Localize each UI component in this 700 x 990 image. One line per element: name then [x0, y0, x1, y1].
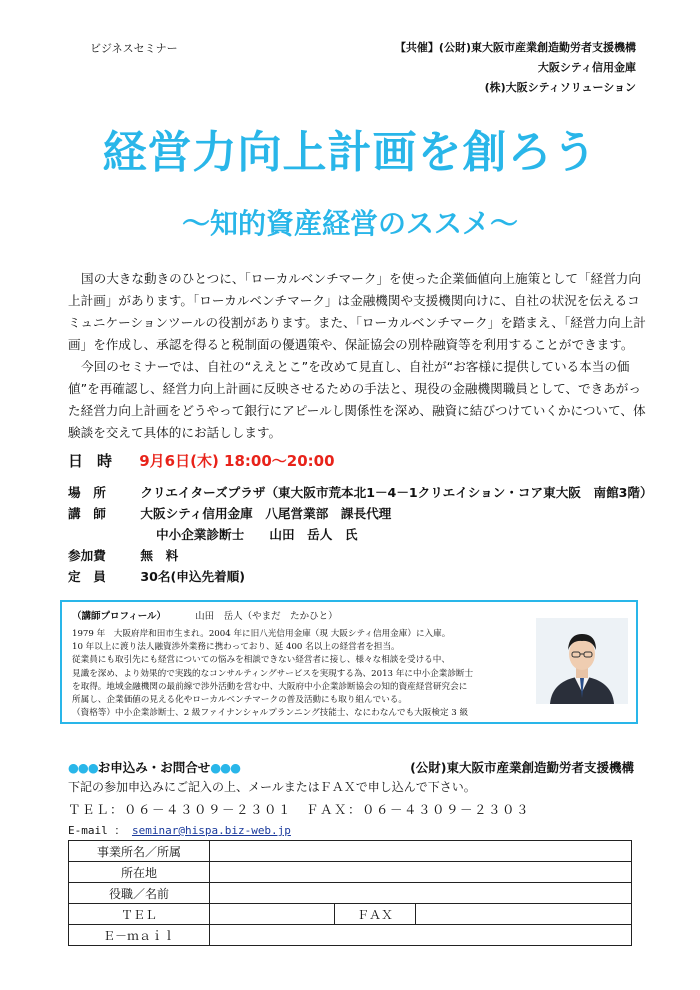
address-label: 所在地 [69, 862, 210, 883]
capacity-value: 30名(申込先着順) [140, 569, 245, 584]
seminar-tag: ビジネスセミナー [90, 42, 178, 55]
speaker-name: 中小企業診断士 山田 岳人 氏 [156, 527, 358, 542]
profile-text [72, 628, 512, 720]
email-label: E-mail ： [68, 824, 126, 837]
bullet-dots: ●●● [210, 760, 240, 775]
fee-row [68, 545, 653, 566]
phone-fax-line: ＴＥＬ：０６－４３０９－２３０１ ＦＡＸ：０６－４３０９－２３０３ [68, 802, 531, 817]
company-label: 事業所名／所属 [69, 841, 210, 862]
event-details [68, 482, 653, 587]
contact-instructions: 下記の参加申込みにご記入の上、メールまたはＦＡＸで申し込んで下さい。 [68, 780, 476, 794]
profile-line: 従業員にも取引先にも経営についての悩みを相談できない経営者に接し、様々な相談を受ける中、 [72, 655, 450, 666]
date-label: 日時 [68, 452, 127, 470]
co-hosts [395, 38, 636, 98]
speaker-photo [536, 618, 628, 704]
speaker-row [68, 503, 653, 524]
profile-heading: （講師プロフィール） [72, 611, 167, 622]
venue-row [68, 482, 653, 503]
application-form [68, 840, 632, 946]
page-subtitle: ～知的資産経営のススメ～ [181, 207, 518, 240]
venue-value: クリエイターズプラザ（東大阪市荒本北1－4－1クリエイション・コア東大阪 南館3階） [140, 485, 653, 500]
event-date [68, 450, 335, 471]
profile-line: 所属し、企業価値の見える化やローカルベンチマークの普及活動にも取り組んでいる。 [72, 695, 407, 706]
speaker-label: 講 師 [68, 506, 106, 521]
title-name-field[interactable] [210, 883, 632, 904]
fee-value: 無 料 [140, 548, 179, 563]
fax-field[interactable] [416, 904, 632, 925]
page-title: 経営力向上計画を創ろう [102, 127, 598, 178]
form-row-address [69, 862, 632, 883]
contact-organization: (公財)東大阪市産業創造勤労者支援機構 [410, 760, 634, 775]
bullet-dots: ●●● [68, 760, 98, 775]
contact-heading [68, 758, 240, 776]
contact-heading-text: お申込み・お問合せ [97, 760, 211, 775]
email-form-label: Ｅ－ｍａｉｌ [69, 925, 210, 946]
form-row-name [69, 883, 632, 904]
speaker-portrait-icon [536, 618, 628, 704]
email-field[interactable] [210, 925, 632, 946]
host-line: 大阪シティ信用金庫 [537, 61, 636, 74]
email-line [68, 822, 291, 838]
form-row-tel-fax [69, 904, 632, 925]
profile-line: を取得。地域金融機関の最前線で渉外活動を営む中、大阪府中小企業診断協会の知的資産経営研究会に [72, 681, 468, 692]
intro-text [68, 268, 648, 444]
fee-label: 参加費 [68, 548, 106, 563]
profile-header [72, 608, 338, 622]
capacity-label: 定 員 [68, 569, 106, 584]
company-field[interactable] [210, 841, 632, 862]
profile-line: 1979 年 大阪府岸和田市生まれ。2004 年に旧八光信用金庫（現 大阪シティ信用金庫）に入庫。 [72, 629, 451, 639]
profile-line: 見識を深め、より効果的で実践的なコンサルティングサービスを実現する為、2013 年に中小企業診断士 [72, 668, 474, 679]
intro-paragraph: 国の大きな動きのひとつに、「ローカルベンチマーク」を使った企業価値向上施策として「経営力向上計画」があります。「ローカルベンチマーク」は金融機関や支援機関向けに、自社の状況を伝えるコミュニケーションツールの役割があります。また、「ローカルベンチマーク」を踏まえ、「経営力向上計画」を作成し、承認を得ると税制面の優遇策や、保証協会の別枠融資等を利用することができます。 [68, 271, 646, 352]
tel-field[interactable] [210, 904, 335, 925]
profile-line: 10 年以上に渡り法人融資渉外業務に携わっており、延 400 名以上の経営者を担当。 [72, 642, 400, 653]
host-line: (株)大阪シティソリューション [484, 81, 636, 94]
profile-line: （資格等）中小企業診断士、2 級ファイナンシャルプランニング技能士、なにわなんでも大阪検定 3 級 [72, 708, 469, 719]
venue-label: 場 所 [68, 485, 106, 500]
form-row-email [69, 925, 632, 946]
capacity-row [68, 566, 653, 587]
profile-name: 山田 岳人（やまだ たかひと） [195, 611, 338, 622]
intro-paragraph: 今回のセミナーでは、自社の“ええとこ”を改めて見直し、自社が“お客様に提供している本当の価値”を再確認し、経営力向上計画に反映させるための手法と、現役の金融機関職員として、できあがった経営力向上計画をどうやって銀行にアピールし関係性を深め、融資に結びつけていくかについて、体験談を交えて具体的にお話しします。 [68, 359, 646, 440]
speaker-affiliation: 大阪シティ信用金庫 八尾営業部 課長代理 [140, 506, 392, 521]
tel-label: ＴＥＬ [69, 904, 210, 925]
fax-label: ＦＡＸ [335, 904, 416, 925]
address-field[interactable] [210, 862, 632, 883]
host-line: 【共催】(公財)東大阪市産業創造勤労者支援機構 [394, 41, 636, 54]
speaker-profile-box [60, 600, 638, 724]
email-link[interactable]: seminar@hispa.biz-web.jp [131, 824, 291, 837]
title-name-label: 役職／名前 [69, 883, 210, 904]
date-value: 9月6日(木) 18:00～20:00 [139, 452, 335, 470]
form-row-company [69, 841, 632, 862]
